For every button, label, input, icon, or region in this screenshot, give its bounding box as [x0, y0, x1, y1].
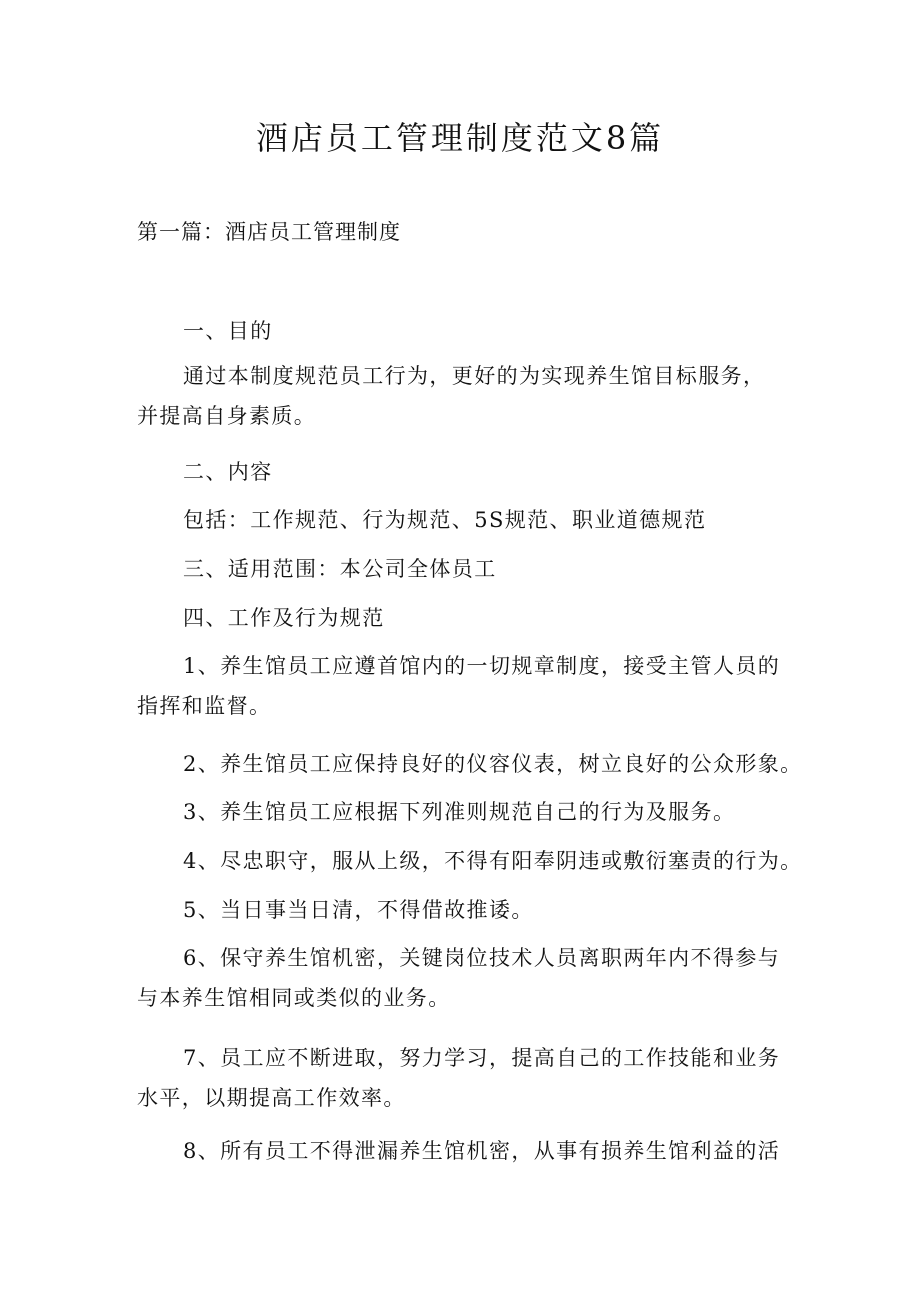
paragraph-line: 5、当日事当日清，不得借故推诿。: [183, 898, 534, 922]
paragraph-item-5: [137, 890, 797, 930]
paragraph-line: 一、目的: [183, 319, 273, 343]
paragraph-content-text: [137, 500, 797, 540]
paragraph-line: 指挥和监督。: [137, 694, 272, 718]
paragraph-line: 3、养生馆员工应根据下列准则规范自己的行为及服务。: [183, 800, 736, 824]
paragraph-purpose-heading: [137, 311, 797, 351]
paragraph-item-2: [137, 744, 803, 784]
paragraph-line: 包括：工作规范、行为规范、5S规范、职业道德规范: [183, 508, 707, 532]
paragraph-line: 8、所有员工不得泄漏养生馆机密，从事有损养生馆利益的活: [183, 1139, 781, 1163]
paragraph-item-1: [137, 646, 797, 726]
paragraph-line: 7、员工应不断进取，努力学习，提高自己的工作技能和业务: [183, 1046, 781, 1070]
paragraph-item-8: [137, 1131, 797, 1171]
paragraph-content-heading: [137, 452, 797, 492]
paragraph-line: 1、养生馆员工应遵首馆内的一切规章制度，接受主管人员的: [183, 654, 781, 678]
paragraph-purpose-text: [137, 356, 797, 436]
paragraph-item-6: [137, 938, 797, 1018]
document-title: 酒店员工管理制度范文8篇: [255, 119, 665, 157]
paragraph-line: 并提高自身素质。: [137, 404, 317, 428]
paragraph-line: 四、工作及行为规范: [183, 606, 385, 630]
paragraph-conduct-heading: [137, 598, 797, 638]
paragraph-line: 2、养生馆员工应保持良好的仪容仪表，树立良好的公众形象。: [183, 752, 803, 776]
paragraph-line: 6、保守养生馆机密，关键岗位技术人员离职两年内不得参与: [183, 946, 781, 970]
paragraph-line: 三、适用范围：本公司全体员工: [183, 557, 497, 581]
paragraph-scope: [137, 549, 797, 589]
paragraph-line: 二、内容: [183, 460, 273, 484]
paragraph-line: 通过本制度规范员工行为，更好的为实现养生馆目标服务，: [183, 364, 766, 388]
paragraph-item-3: [137, 792, 797, 832]
paragraph-line: 4、尽忠职守，服从上级，不得有阳奉阴违或敷衍塞责的行为。: [183, 849, 803, 873]
section-heading: 第一篇：酒店员工管理制度: [137, 220, 401, 244]
paragraph-line: 水平，以期提高工作效率。: [137, 1086, 406, 1110]
paragraph-item-7: [137, 1038, 797, 1118]
paragraph-item-4: [137, 841, 803, 881]
paragraph-line: 与本养生馆相同或类似的业务。: [137, 986, 451, 1010]
